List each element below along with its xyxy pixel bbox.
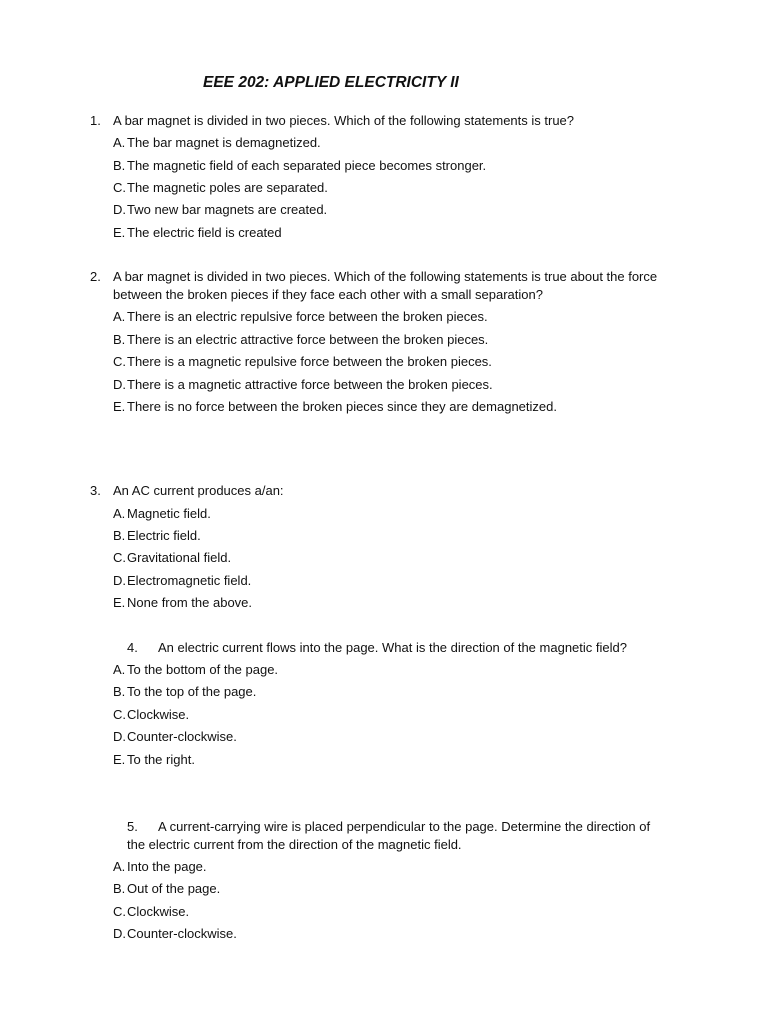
option-1d: D.Two new bar magnets are created.	[113, 202, 328, 217]
question-number: 2.	[90, 269, 101, 284]
option-3b: B. Electric field.	[113, 528, 201, 543]
option-3c: C.Gravitational field.	[113, 550, 232, 565]
question-number: 5.	[127, 819, 138, 834]
option-4d: D.Counter-clockwise.	[113, 729, 237, 744]
question-5-continued	[127, 836, 462, 854]
option-2d: D.There is a magnetic attractive force between the broken pieces.	[113, 377, 493, 392]
question-stem-line-1: A current-carrying wire is placed perpendicular to the page. Determine the direction of	[158, 819, 651, 834]
option-2e: E. There is no force between the broken pieces since they are demagnetized.	[113, 399, 557, 414]
option-3a: A. Magnetic field.	[113, 506, 211, 521]
option-5c: C.Clockwise.	[113, 904, 190, 919]
option-2b: B. There is an electric attractive force between the broken pieces.	[113, 332, 489, 347]
option-4e: E. To the right.	[113, 752, 195, 767]
question-2-continued	[113, 286, 543, 304]
question-stem: An electric current flows into the page. What is the direction of the magnetic field?	[158, 640, 627, 655]
question-stem: A bar magnet is divided in two pieces. Which of the following statements is true?	[113, 113, 575, 128]
document-title: EEE 202: APPLIED ELECTRICITY II	[203, 74, 459, 91]
option-1b: B. The magnetic field of each separated piece becomes stronger.	[113, 158, 487, 173]
option-3e: E. None from the above.	[113, 595, 253, 610]
option-5b: B. Out of the page.	[113, 881, 221, 896]
option-4c: C.Clockwise.	[113, 707, 190, 722]
option-5d: D.Counter-clockwise.	[113, 926, 237, 941]
option-2c: C.There is a magnetic repulsive force between the broken pieces.	[113, 354, 492, 369]
question-stem-line-2: between the broken pieces if they face each other with a small separation?	[113, 287, 543, 302]
option-3d: D.Electromagnetic field.	[113, 573, 252, 588]
question-stem-line-1: A bar magnet is divided in two pieces. Which of the following statements is true about the force	[113, 269, 658, 284]
option-1c: C.The magnetic poles are separated.	[113, 180, 328, 195]
option-1a: A. The bar magnet is demagnetized.	[113, 135, 321, 150]
question-number: 1.	[90, 113, 101, 128]
question-stem: An AC current produces a/an:	[113, 483, 284, 498]
option-1e: E. The electric field is created	[113, 225, 282, 240]
option-5a: A. Into the page.	[113, 859, 207, 874]
option-4a: A. To the bottom of the page.	[113, 662, 279, 677]
question-number: 4.	[127, 640, 138, 655]
option-4b: B. To the top of the page.	[113, 684, 257, 699]
question-number: 3.	[90, 483, 101, 498]
option-2a: A. There is an electric repulsive force between the broken pieces.	[113, 309, 488, 324]
question-stem-line-2: the electric current from the direction of the magnetic field.	[127, 837, 462, 852]
